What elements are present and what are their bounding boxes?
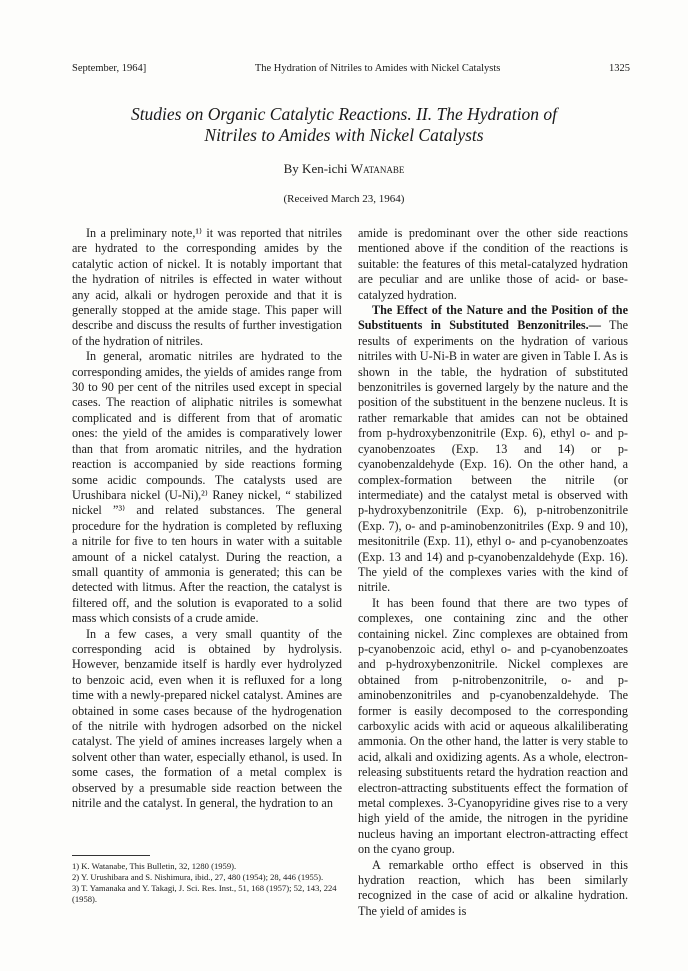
- right-column: [358, 226, 628, 919]
- article-title-line-1: Studies on Organic Catalytic Reactions. II. The Hydration of: [130, 104, 558, 124]
- article-title-line-2: Nitriles to Amides with Nickel Catalysts: [204, 125, 484, 145]
- paragraph: [358, 303, 628, 596]
- footnotes: [72, 861, 342, 905]
- footnote: 2) Y. Urushibara and S. Nishimura, ibid., 27, 480 (1954); 28, 446 (1955).: [72, 872, 324, 882]
- footnote: 1) K. Watanabe, This Bulletin, 32, 1280 (1959).: [72, 861, 237, 871]
- paragraph: It has been found that there are two types of complexes, one containing zinc and the other containing nickel. Zinc complexes are obtained from p-cyanobenzoic acid, ethyl o- and p-cyanobenzoates and p-hydroxybenzonitrile. Nickel complexes are obtained from p-nitrobenzonitrile, o- and p-aminobenzonitriles and p-cyanobenzaldehyde. The former is easily decomposed to the corresponding carboxylic acids with acid or aqueous alkaliliberating ammonia. On the other hand, the latter is very stable to acid, alkali and oxidizing agents. As a whole, electron-releasing substituents retard the hydration reaction and electron-attracting substituents effect the formation of metal complexes. 3-Cyanopyridine gives rise to a very high yield of the amide, the nitrogen in the pyridine nucleus having an important electron-attracting effect on the cyano group.: [358, 595, 628, 857]
- paragraph: In a few cases, a very small quantity of the corresponding acid is obtained by hydrolysis. However, benzamide itself is hardly ever hydrolyzed to benzoic acid, even when it is refluxed for a long time with a newly-prepared nickel catalyst. Amines are obtained in some cases because of the hydrogenation of the nitrile with hydrogen adsorbed on the nickel catalyst. The yield of amines increases largely when a solvent other than water, especially ethanol, is used. In some cases, the formation of a metal complex is observed by a presumable side reaction between the nitrile and the catalyst. In general, the hydration to an: [72, 626, 342, 811]
- header-date: September, 1964]: [72, 63, 147, 74]
- footnote-rule: [72, 855, 150, 856]
- received-date: (Received March 23, 1964): [283, 193, 405, 205]
- section-heading: The Effect of the Nature and the Position of the Substituents in Substituted Benzonitriles.—: [358, 303, 628, 333]
- paragraph: A remarkable ortho effect is observed in this hydration reaction, which has been similarly recognized in the case of acid or alkaline hydration. The yield of amides is: [358, 857, 628, 918]
- author-surname: Watanabe: [350, 161, 405, 176]
- author-prefix: By Ken-ichi: [283, 161, 351, 176]
- running-header: [72, 63, 630, 74]
- author-line: [0, 161, 688, 177]
- article-title: [0, 104, 688, 146]
- paragraph-continued: amide is predominant over the other side reactions mentioned above if the condition of the reactions is suitable: the features of this metal-catalyzed hydration are peculiar and are unlike those of acid- or base-catalyzed hydration.: [358, 226, 628, 302]
- left-column: [72, 226, 342, 811]
- paragraph-text: The results of experiments on the hydration of various nitriles with U-Ni-B in water are given in Table I. As is shown in the table, the hydration of substituted benzonitriles is governed largely by the nature and the position of the substituent in the benzene nucleus. It is rather remarkable that amides can not be obtained from p-hydroxybenzonitrile (Exp. 6), ethyl o- and p-cyanobenzoates (Exp. 13 and 14) or p-cyanobenzaldehyde (Exp. 16). On the other hand, a complex-formation between the nitrile (or intermediate) and the catalyst metal is observed with p-hydroxybenzonitrile (Exp. 6), p-nitrobenzonitrile (Exp. 7), o- and p-aminobenzonitriles (Exp. 9 and 10), mesitonitrile (Exp. 11), ethyl o- and p-cyanobenzoates (Exp. 13 and 14) and p-cyanobenzaldehyde (Exp. 16). The yield of the complexes varies with the kind of nitrile.: [358, 318, 629, 595]
- paragraph: In a preliminary note,¹⁾ it was reported that nitriles are hydrated to the corresponding amides by the catalytic action of nickel. It is notably important that the hydration of nitriles is effected in water without any acid, alkali or hydrogen peroxide and that it is generally stopped at the amide stage. This paper will describe and discuss the results of further investigation of the hydration of nitriles.: [72, 226, 342, 348]
- header-running-title: The Hydration of Nitriles to Amides with Nickel Catalysts: [254, 63, 501, 74]
- footnote: 3) T. Yamanaka and Y. Takagi, J. Sci. Res. Inst., 51, 168 (1957); 52, 143, 224 (1958).: [72, 883, 337, 904]
- header-page-number: 1325: [609, 63, 630, 74]
- paragraph: In general, aromatic nitriles are hydrated to the corresponding amides, the yields of amides range from 30 to 90 per cent of the nitriles used except in special cases. The reaction of aliphatic nitriles is somewhat complicated and is different from that of aromatic ones: the yield of the amides is comparatively lower than that from aromatic nitriles, and the hydration reaction is accompanied by side reactions forming some acidic compounds. The catalysts used are Urushibara nickel (U-Ni),²⁾ Raney nickel, “ stabilized nickel ”³⁾ and related substances. The general procedure for the hydration is completed by refluxing a nitrile for five to ten hours in water with a suitable amount of a nickel catalyst. During the reaction, a small quantity of ammonia is generated; this can be detected with litmus. After the reaction, the catalyst is filtered off, and the solution is evaporated to a solid mass which consists of a crude amide.: [72, 349, 342, 626]
